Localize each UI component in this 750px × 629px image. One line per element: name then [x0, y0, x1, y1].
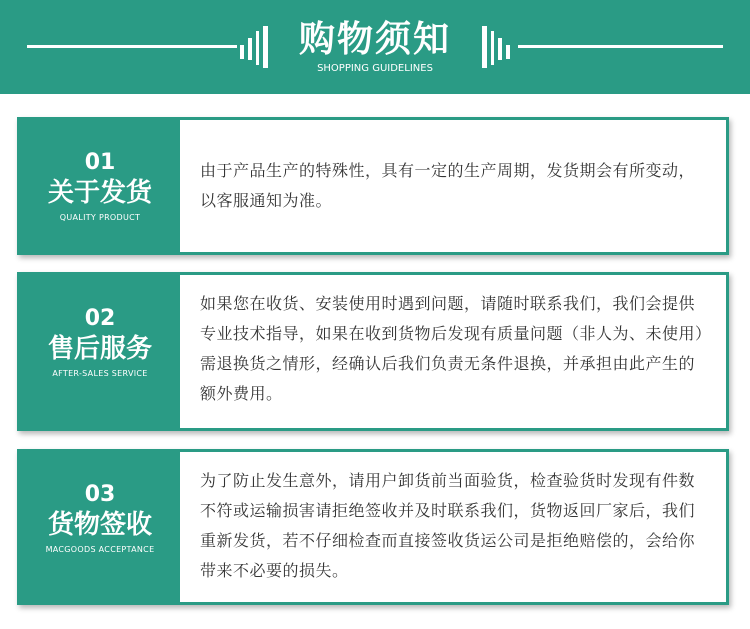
section-number: 01: [84, 150, 116, 175]
page-title: 购物须知: [298, 19, 451, 60]
header-banner: [0, 0, 750, 94]
section-number: 02: [84, 306, 116, 331]
section-subtitle: MACGOODS ACCEPTANCE: [45, 545, 155, 554]
bars-ornament-icon: [478, 25, 512, 69]
section-label-panel: [20, 275, 180, 428]
section-title: 售后服务: [47, 334, 152, 364]
section-card-shipping: [17, 117, 729, 255]
section-number: 03: [84, 482, 116, 507]
section-card-acceptance: [17, 449, 729, 605]
section-title: 关于发货: [47, 178, 152, 208]
section-text: 由于产品生产的特殊性，具有一定的生产周期，发货期会有所变动，以客服通知为准。: [200, 161, 696, 210]
section-label-panel: [20, 120, 180, 252]
section-text: 如果您在收货、安装使用时遇到问题，请随时联系我们，我们会提供专业技术指导，如果在收到货物后发现有质量问题（非人为、未使用）需退换货之情形，经确认后我们负责无条件退换，并承担由此产生的额外费用。: [200, 294, 704, 403]
section-title: 货物签收: [47, 510, 152, 540]
section-subtitle: QUALITY PRODUCT: [59, 213, 141, 222]
section-card-after-sales: [17, 272, 729, 431]
section-subtitle: AFTER-SALES SERVICE: [52, 369, 148, 378]
page-subtitle: SHOPPING GUIDELINES: [317, 63, 433, 74]
section-label-panel: [20, 452, 180, 602]
section-text: 为了防止发生意外，请用户卸货前当面验货，检查验货时发现有件数不符或运输损害请拒绝签收并及时联系我们，货物返回厂家后，我们重新发货，若不仔细检查而直接签收货运公司是拒绝赔偿的，会给你带来不必要的损失。: [200, 471, 696, 580]
header-divider-right: [518, 45, 723, 48]
